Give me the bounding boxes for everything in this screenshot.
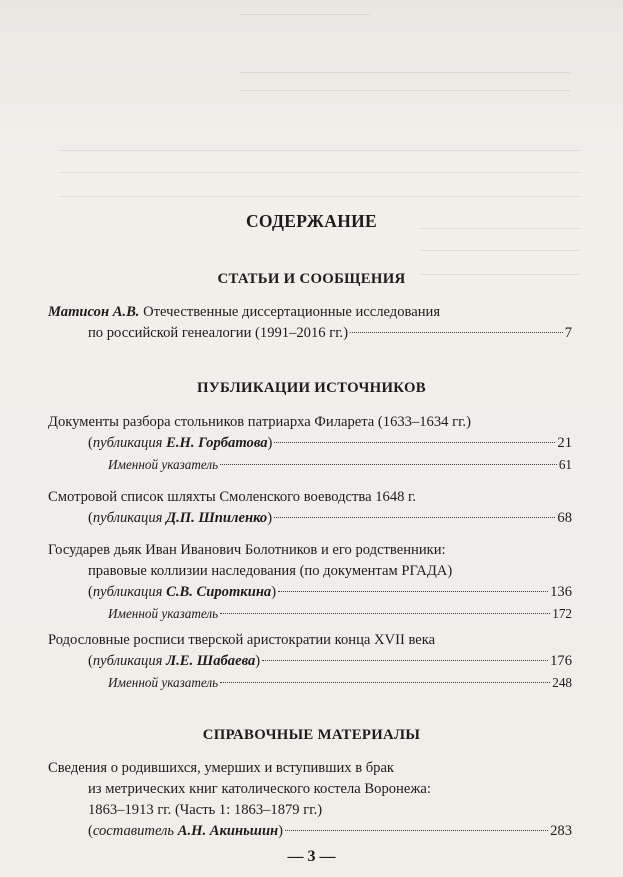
toc-entry[interactable]: Сведения о родившихся, умерших и вступивших в брак из метрических книг католического костела Воронежа: 1863–1913 гг. (Часть 1: 1863–1879 гг.) (составитель А.Н. Акиньшин) 283 bbox=[48, 758, 572, 842]
entry-title: Родословные росписи тверской аристократии конца XVII века bbox=[48, 632, 436, 648]
entry-title-cont: правовые коллизии наследования (по документам РГАДА) bbox=[88, 563, 453, 579]
entry-page: 68 bbox=[557, 510, 572, 526]
section-heading-reference: СПРАВОЧНЫЕ МАТЕРИАЛЫ bbox=[202, 727, 421, 743]
entry-title: Смотровой список шляхты Смоленского воеводства 1648 г. bbox=[48, 489, 417, 505]
pub-label: составитель bbox=[92, 823, 175, 839]
entry-title-cont: из метрических книг католического костела Воронежа: bbox=[88, 781, 431, 797]
toc-entry[interactable]: Родословные росписи тверской аристократии конца XVII века (публикация Л.Е. Шабаева) 176 Именной указатель 248 bbox=[48, 630, 572, 693]
index-label: Именной указатель bbox=[108, 457, 219, 472]
toc-entry[interactable]: Государев дьяк Иван Иванович Болотников и его родственники: правовые коллизии наследования (по документам РГАДА) (публикация С.В. Сироткина) 136 Именной указатель 172 bbox=[48, 540, 572, 624]
entry-author: Матисон А.В. bbox=[48, 304, 140, 320]
entry-page: 136 bbox=[550, 584, 572, 600]
leader-dots bbox=[220, 463, 557, 465]
index-label: Именной указатель bbox=[108, 675, 219, 690]
index-page: 172 bbox=[552, 606, 572, 621]
toc-entry[interactable]: Документы разбора стольников патриарха Филарета (1633–1634 гг.) (публикация Е.Н. Горбатова) 21 Именной указатель 61 bbox=[48, 412, 572, 475]
entry-page: 21 bbox=[557, 435, 572, 451]
leader-dots bbox=[220, 612, 550, 614]
entry-page: 7 bbox=[564, 325, 572, 341]
entry-title-cont: по российской генеалогии (1991–2016 гг.) bbox=[88, 325, 349, 341]
toc-entry[interactable] bbox=[48, 302, 572, 344]
pub-name: С.В. Сироткина bbox=[166, 584, 272, 600]
leader-dots bbox=[220, 681, 550, 683]
leader-dots bbox=[278, 590, 548, 592]
entry-page: 176 bbox=[550, 653, 572, 669]
pub-name: Л.Е. Шабаева bbox=[166, 653, 256, 669]
pub-label: публикация bbox=[92, 653, 163, 669]
leader-dots bbox=[274, 441, 555, 443]
page-title: СОДЕРЖАНИЕ bbox=[245, 211, 377, 231]
pub-label: публикация bbox=[92, 584, 163, 600]
section-heading-sources: ПУБЛИКАЦИИ ИСТОЧНИКОВ bbox=[197, 380, 426, 396]
page-number: — 3 — bbox=[287, 848, 336, 865]
index-page: 61 bbox=[558, 457, 572, 472]
leader-dots bbox=[350, 331, 563, 333]
pub-name: А.Н. Акиньшин bbox=[177, 823, 279, 839]
section-heading-articles: СТАТЬИ И СООБЩЕНИЯ bbox=[217, 271, 406, 287]
pub-name: Е.Н. Горбатова bbox=[166, 435, 268, 451]
entry-title: Государев дьяк Иван Иванович Болотников и его родственники: bbox=[48, 542, 446, 558]
pub-label: публикация bbox=[92, 510, 163, 526]
leader-dots bbox=[262, 659, 548, 661]
entry-title: Отечественные диссертационные исследования bbox=[143, 304, 441, 320]
entry-title-cont: 1863–1913 гг. (Часть 1: 1863–1879 гг.) bbox=[88, 802, 323, 818]
index-page: 248 bbox=[552, 675, 572, 690]
entry-title: Документы разбора стольников патриарха Филарета (1633–1634 гг.) bbox=[48, 414, 471, 430]
pub-label: публикация bbox=[92, 435, 163, 451]
leader-dots bbox=[285, 829, 548, 831]
leader-dots bbox=[274, 516, 555, 518]
pub-name: Д.П. Шпиленко bbox=[166, 510, 268, 526]
entry-page: 283 bbox=[550, 823, 572, 839]
toc-entry[interactable]: Смотровой список шляхты Смоленского воеводства 1648 г. (публикация Д.П. Шпиленко) 68 bbox=[48, 487, 572, 529]
entry-title: Сведения о родившихся, умерших и вступивших в брак bbox=[48, 760, 395, 776]
index-label: Именной указатель bbox=[108, 606, 219, 621]
